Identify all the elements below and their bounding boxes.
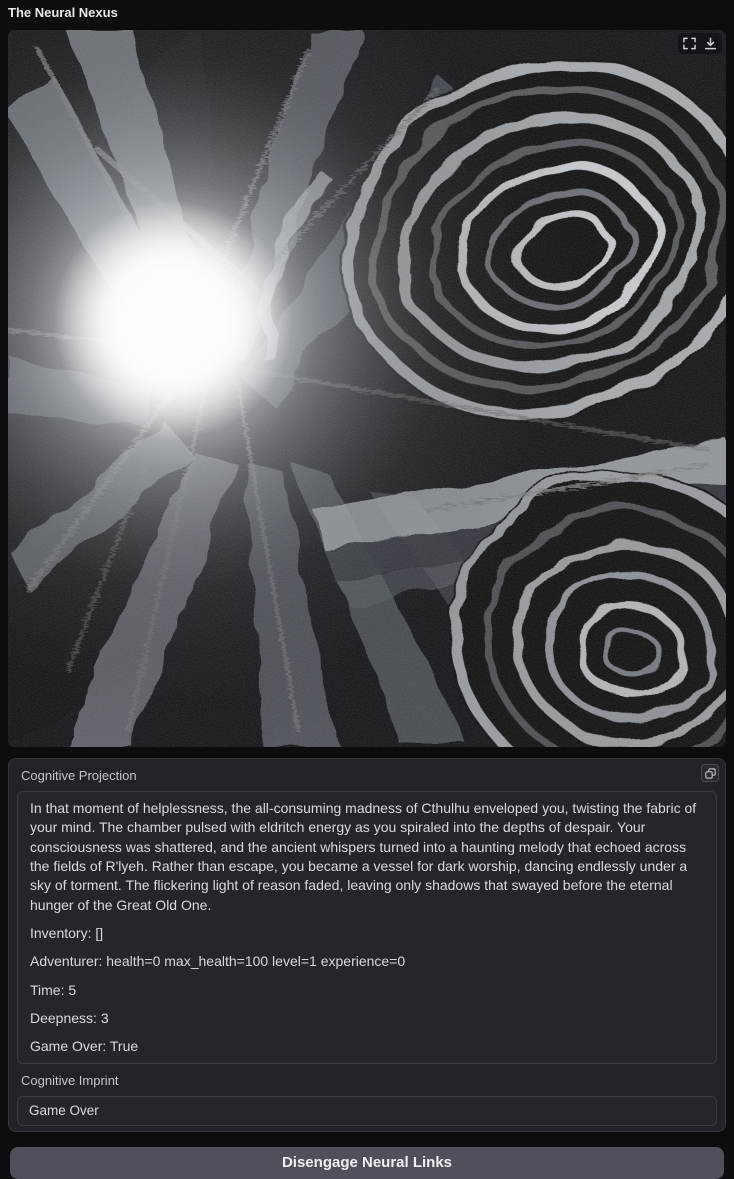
- download-button[interactable]: [702, 35, 719, 52]
- stat-deepness: Deepness: 3: [30, 1009, 109, 1026]
- download-icon: [704, 37, 717, 50]
- copy-button[interactable]: [701, 764, 719, 782]
- projection-label: Cognitive Projection: [21, 768, 137, 783]
- fullscreen-button[interactable]: [681, 35, 698, 52]
- disengage-button[interactable]: Disengage Neural Links: [10, 1147, 724, 1179]
- stat-inventory: Inventory: []: [30, 924, 104, 941]
- image-toolbar: [678, 33, 722, 54]
- scene-image: [8, 30, 726, 747]
- imprint-value: Game Over: [29, 1103, 99, 1119]
- imprint-textbox[interactable]: [17, 1096, 717, 1126]
- copy-icon: [705, 768, 716, 779]
- cognitive-panel: [8, 758, 726, 1132]
- stat-time: Time: 5: [30, 981, 77, 998]
- scene-image-panel: [8, 30, 726, 747]
- projection-paragraph: In that moment of helplessness, the all-consuming madness of Cthulhu enveloped you, twisting the fabric of your mind. The chamber pulsed with eldritch energy as you spiraled into the depths of despair. Your consciousness was shattered, and the ancient whispers turned into a haunting melody that echoed across the fields of R'lyeh. Rather than escape, you became a vessel for dark worship, dancing endlessly under a sky of torment. The flickering light of reason faded, leaving only shadows that swayed before the eternal hunger of the Great Old One.: [30, 800, 697, 913]
- fullscreen-icon: [683, 37, 696, 50]
- projection-textbox[interactable]: [17, 791, 717, 1064]
- stat-adventurer: Adventurer: health=0 max_health=100 level=1 experience=0: [30, 953, 406, 970]
- imprint-label: Cognitive Imprint: [21, 1073, 119, 1089]
- stat-game-over: Game Over: True: [30, 1038, 139, 1055]
- page-title: The Neural Nexus: [8, 5, 118, 20]
